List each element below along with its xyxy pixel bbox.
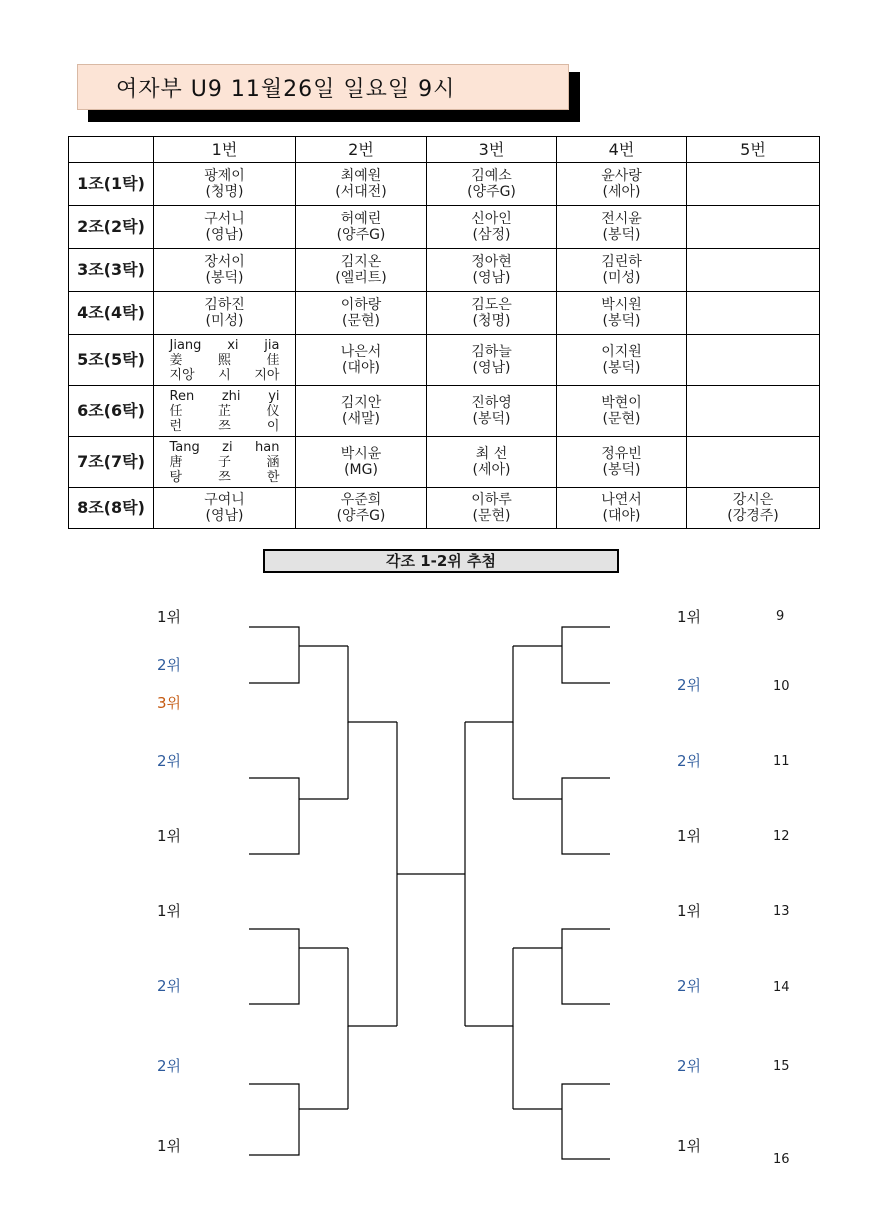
- bracket-line: [562, 929, 610, 1004]
- group-label: 2조(2탁): [69, 206, 154, 249]
- slot-number: 14: [773, 980, 790, 995]
- player-cell: 정아현 (영남): [427, 249, 557, 292]
- player-cell: 전시윤 (봉덕): [557, 206, 687, 249]
- rank-label: 1위: [157, 608, 182, 626]
- bracket-line: [249, 1084, 299, 1155]
- player-cell: 박시윤 (MG): [296, 437, 427, 488]
- player-cell: 박현이 (문현): [557, 386, 687, 437]
- bracket-line: [562, 627, 610, 683]
- rank-label: 2위: [677, 1057, 702, 1075]
- player-cell: 신아인 (삼정): [427, 206, 557, 249]
- player-cell: 김지안 (새말): [296, 386, 427, 437]
- page-title: 여자부 U9 11월26일 일요일 9시: [77, 64, 569, 110]
- group-label: 4조(4탁): [69, 292, 154, 335]
- player-cell: 이지원 (봉덕): [557, 335, 687, 386]
- player-cell: 우준희 (양주G): [296, 488, 427, 529]
- player-cell: 구여니 (영남): [154, 488, 296, 529]
- player-cell: 나은서 (대야): [296, 335, 427, 386]
- draw-title: 각조 1-2위 추첨: [263, 549, 619, 573]
- group-label: 1조(1탁): [69, 163, 154, 206]
- bracket-line: [562, 778, 610, 854]
- table-header: 4번: [557, 137, 687, 163]
- rank-label: 2위: [677, 676, 702, 694]
- slot-number: 16: [773, 1152, 790, 1167]
- rank-label: 2위: [157, 752, 182, 770]
- group-label: 3조(3탁): [69, 249, 154, 292]
- rank-label: 1위: [157, 827, 182, 845]
- table-header: 1번: [154, 137, 296, 163]
- rank-label: 2위: [157, 977, 182, 995]
- player-cell: 허예린 (양주G): [296, 206, 427, 249]
- slot-number: 10: [773, 679, 790, 694]
- rank-label: 2위: [157, 656, 182, 674]
- player-cell: 정유빈 (봉덕): [557, 437, 687, 488]
- player-cell: 장서이 (봉덕): [154, 249, 296, 292]
- rank-label: 2위: [157, 1057, 182, 1075]
- player-cell: 김하진 (미성): [154, 292, 296, 335]
- player-cell: 김지온 (엘리트): [296, 249, 427, 292]
- player-cell: 팡제이 (청명): [154, 163, 296, 206]
- player-cell: 김예소 (양주G): [427, 163, 557, 206]
- player-cell: 최 선 (세아): [427, 437, 557, 488]
- bracket-line: [465, 646, 513, 722]
- rank-label: 2위: [677, 977, 702, 995]
- rank-label: 1위: [157, 1137, 182, 1155]
- player-cell: Tang zi han 唐 子 涵 탕 쯔 한: [154, 437, 296, 488]
- bracket-line: [249, 929, 299, 1004]
- rank-label: 1위: [677, 1137, 702, 1155]
- slot-number: 11: [773, 754, 790, 769]
- group-label: 7조(7탁): [69, 437, 154, 488]
- rank-label: 1위: [677, 827, 702, 845]
- player-cell: 이하루 (문현): [427, 488, 557, 529]
- slot-number: 9: [776, 609, 785, 624]
- player-cell: 진하영 (봉덕): [427, 386, 557, 437]
- slot-number: 13: [773, 904, 790, 919]
- bracket-line: [348, 646, 397, 722]
- bracket-line: [348, 948, 397, 1026]
- group-label: 5조(5탁): [69, 335, 154, 386]
- table-header: 5번: [687, 137, 820, 163]
- player-cell: 나연서 (대야): [557, 488, 687, 529]
- group-label: 6조(6탁): [69, 386, 154, 437]
- rank-label: 1위: [677, 608, 702, 626]
- player-cell: 구서니 (영남): [154, 206, 296, 249]
- player-cell: 이하랑 (문현): [296, 292, 427, 335]
- player-cell: Jiang xi jia 姜 熙 佳 지앙 시 지아: [154, 335, 296, 386]
- player-cell: 김린하 (미성): [557, 249, 687, 292]
- group-label: 8조(8탁): [69, 488, 154, 529]
- player-cell: 박시원 (봉덕): [557, 292, 687, 335]
- slot-number: 12: [773, 829, 790, 844]
- rank-label: 2위: [677, 752, 702, 770]
- rank-label: 1위: [157, 902, 182, 920]
- player-cell: 김도은 (청명): [427, 292, 557, 335]
- rank-label: 3위: [157, 694, 182, 712]
- player-cell: 윤사랑 (세아): [557, 163, 687, 206]
- bracket-line: [465, 948, 513, 1026]
- rank-label: 1위: [677, 902, 702, 920]
- player-cell: 최예원 (서대전): [296, 163, 427, 206]
- table-header: 3번: [427, 137, 557, 163]
- slot-number: 15: [773, 1059, 790, 1074]
- bracket-line: [562, 1084, 610, 1159]
- bracket-line: [249, 627, 299, 683]
- table-header: 2번: [296, 137, 427, 163]
- player-cell: 강시은 (강경주): [687, 488, 820, 529]
- bracket-line: [249, 778, 299, 854]
- player-cell: Ren zhi yi 任 芷 仪 런 쯔 이: [154, 386, 296, 437]
- player-cell: 김하늘 (영남): [427, 335, 557, 386]
